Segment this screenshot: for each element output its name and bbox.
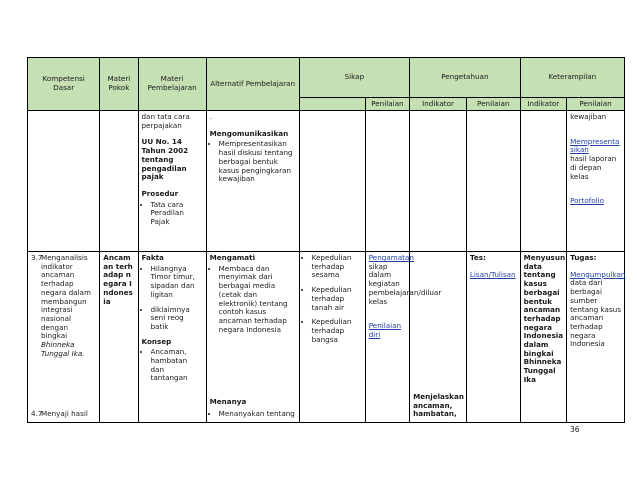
header-materi-pembelajaran (138, 58, 206, 111)
r2-alt-mengamati: Mengamati (209, 253, 256, 262)
subheader-peng-indikator: Indikator (410, 98, 467, 111)
r2-materi-pokok-text: Ancaman terhadap negara Indonesia (103, 253, 133, 306)
header-pengetahuan (410, 58, 521, 98)
r2-mp-konsep: Konsep (141, 336, 172, 346)
r1-kp-link[interactable]: Mempresentasikan (570, 136, 620, 155)
kd-3-7 (31, 254, 96, 358)
header-materi-pokok-label: Materi Pokok (107, 74, 131, 92)
r2-pi-block (413, 393, 463, 419)
list-item: • diklaimnya seni reog batik (151, 306, 203, 332)
list-item: • Menanyakan tentang (219, 410, 296, 419)
header-materi-pembelajaran-label: Materi Pembelajaran (147, 74, 197, 92)
r1-alt-heading: Mengomunikasikan (209, 128, 289, 138)
list-item: • Membaca dan menyimak dari berbagai media (cetak dan elektronik) tentang contoh kasus ancaman terhadap negara Indonesia (219, 265, 296, 335)
r2-mp-fakta-list (142, 265, 203, 332)
subheader-ket-indikator: Indikator (520, 98, 566, 111)
list-item: • Kepedulian terhadap tanah air (312, 286, 362, 312)
r2-peng-penilaian (466, 252, 520, 423)
list-item: • Hilangnya Timor timur, sipadan dan ligitan (151, 265, 203, 300)
kd-3-7-text-italic: Bhinneka Tunggal Ika. (41, 340, 85, 358)
page-number: 36 (570, 425, 580, 434)
r1-peng-indikator (410, 111, 467, 252)
r2-alt-tanya-list (210, 410, 296, 419)
header-keterampilan-label: Keterampilan (548, 72, 597, 82)
r2-ket-indikator (520, 252, 566, 423)
r1-mp-list (142, 201, 203, 227)
kd-4-7 (31, 410, 88, 419)
r2-pp-tes: Tes: (469, 253, 486, 262)
r1-sikap (299, 111, 365, 252)
subheader-sikap-penilaian: Penilaian (365, 98, 409, 111)
header-row (28, 58, 625, 98)
list-item: • Ancaman, hambatan dan tantangan (151, 348, 203, 383)
r1-mp-uu-title: UU No. 14 Tahun 2002 tentang pengadilan pajak (141, 137, 189, 182)
list-item: • Kepedulian terhadap sesama (312, 254, 362, 280)
r1-peng-penilaian (466, 111, 520, 252)
r2-ki-text: Menyusun data tentang kasus berbagai bentuk ancaman terhadap negara Indonesia dalam bingkai Bhinneka Tunggal Ika (523, 253, 566, 384)
list-item: • Mempresentasikan hasil diskusi tentang berbagai bentuk kasus pengingkaran kewajiban (219, 140, 296, 184)
r2-sikap (299, 252, 365, 423)
kd-4-7-number: 4.7 (31, 409, 43, 419)
r1-kp-portfolio[interactable]: Portofolio (570, 196, 605, 206)
r2-pp-lisan[interactable]: Lisan/Tulisan (469, 269, 516, 279)
r1-mp-line1: dan tata cara (141, 112, 190, 121)
r2-mp-konsep-list (142, 348, 203, 383)
kd-3-7-text-a: Menganalisis indikator ancaman terhadap negara dalam membangun integrasi nasional dengan bingkai (41, 253, 91, 341)
r1-ket-penilaian (567, 111, 625, 252)
r2-kp-tugas: Tugas: (570, 253, 597, 262)
r2-kp-mengumpulkan[interactable]: Mengumpulkan (570, 269, 626, 279)
r1-alt-dot: . (209, 112, 212, 121)
kd-3-7-number: 3.7 (31, 253, 43, 262)
list-item: • Kepedulian terhadap bangsa (312, 318, 362, 344)
header-alternatif-label: Alternatif Pembelajaran (210, 78, 296, 88)
r2-materi-pokok (100, 252, 138, 423)
r1-sikap-penilaian (365, 111, 409, 252)
r2-alt-menanya-block (210, 398, 296, 419)
r1-mp-prosedur: Prosedur (141, 188, 179, 198)
r2-alt-amati-list (210, 265, 296, 335)
header-materi-pokok (100, 58, 138, 111)
r2-mp-fakta: Fakta (141, 253, 164, 262)
subheader-ket-penilaian: Penilaian (567, 98, 625, 111)
r2-sp-rest: sikap dalam kegiatan pembelajaran/diluar kelas (368, 261, 442, 306)
r2-materi-pembelajaran (138, 252, 206, 423)
kd-4-7-text: Menyaji hasil (41, 409, 88, 419)
subheader-sikap-blank (299, 98, 365, 111)
r2-kompetensi (28, 252, 100, 423)
r1-kp-top: kewajiban (570, 112, 607, 121)
table-row (28, 252, 625, 423)
kd-3-7-text (41, 254, 96, 358)
list-item: • Tata cara Peradilan Pajak (151, 201, 203, 227)
r1-materi-pokok (100, 111, 138, 252)
r1-alt-list (210, 140, 296, 184)
syllabus-table (27, 57, 625, 423)
r2-kp-rest: data dari berbagai sumber tentang kasus ancaman terhadap negara Indonesia (570, 278, 621, 349)
r1-materi-pembelajaran (138, 111, 206, 252)
header-kompetensi (28, 58, 100, 111)
r2-pi-text: Menjelaskan ancaman, hambatan, (413, 391, 464, 419)
header-keterampilan (520, 58, 624, 98)
header-sikap (299, 58, 410, 98)
r1-kp-rest: hasil laporan di depan kelas (570, 154, 617, 181)
r1-ket-indikator (520, 111, 566, 252)
header-pengetahuan-label: Pengetahuan (441, 72, 489, 82)
r1-kompetensi (28, 111, 100, 252)
subheader-peng-penilaian: Penilaian (466, 98, 520, 111)
r2-sp-penilaian-diri[interactable]: Penilaian diri (368, 321, 402, 339)
header-kompetensi-label: Kompetensi Dasar (42, 74, 85, 92)
r2-ket-penilaian (567, 252, 625, 423)
table-row (28, 111, 625, 252)
r1-alternatif (206, 111, 299, 252)
r2-alt-menanya: Menanya (209, 396, 247, 406)
r1-mp-line2: perpajakan (141, 120, 182, 130)
header-alternatif (206, 58, 299, 111)
r2-sp-pengamatan[interactable]: Pengamatan (368, 253, 414, 262)
header-sikap-label: Sikap (344, 72, 365, 82)
r2-alternatif (206, 252, 299, 423)
r2-sikap-list (303, 254, 362, 344)
r2-peng-indikator (410, 252, 467, 423)
